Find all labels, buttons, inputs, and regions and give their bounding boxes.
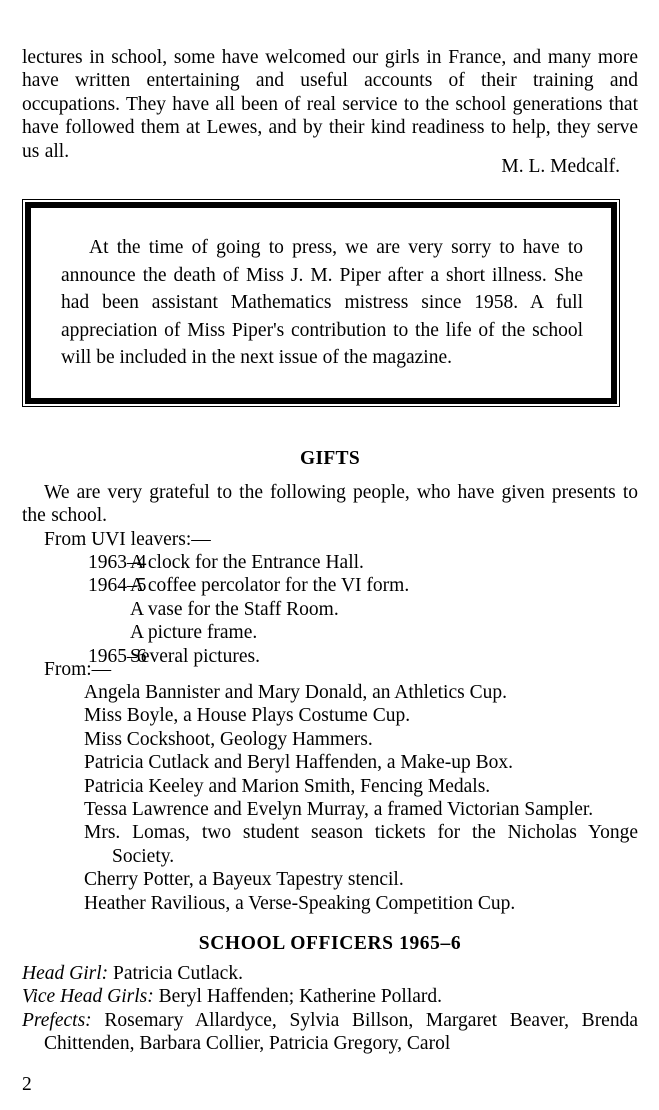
uvi-gift-year: 1965–6 [88,645,147,667]
donor-list-item: Patricia Keeley and Marion Smith, Fencing Medals. [84,775,491,797]
uvi-gift-row [22,574,638,597]
from-uvi-leavers-label: From UVI leavers:— [44,529,211,550]
uvi-gift-row [22,598,638,621]
officer-names: Patricia Cutlack. [113,963,243,984]
uvi-gift-row [22,551,638,574]
officer-entry [22,985,638,1008]
uvi-gift-row [22,645,638,668]
uvi-gift-item: A coffee percolator for the VI form. [130,575,410,597]
gifts-intro-text: We are very grateful to the following people, who have given presents to the school. [22,482,638,527]
donor-list-item: Tessa Lawrence and Evelyn Murray, a framed Victorian Sampler. [84,799,594,821]
uvi-gift-year: 1963–4 [88,552,147,573]
uvi-gift-item: A vase for the Staff Room. [130,598,339,620]
page-number: 2 [22,1074,32,1095]
officer-role-label: Vice Head Girls: [22,986,154,1008]
uvi-gift-year: 1964–5 [88,575,147,597]
article-byline: M. L. Medcalf. [501,156,620,177]
donor-list-item: Cherry Potter, a Bayeux Tapestry stencil. [84,869,404,891]
uvi-gift-item: A picture frame. [130,622,258,644]
opening-paragraph-block [22,46,638,163]
officer-role-label: Head Girl: [22,963,109,984]
donor-list-item: Miss Cockshoot, Geology Hammers. [84,728,373,750]
from-label: From:— [44,659,112,680]
donor-list [84,681,638,915]
gifts-section-heading: GIFTS [299,448,361,469]
officer-role-label: Prefects: [22,1009,92,1031]
announcement-box-inner [31,208,611,398]
gifts-intro-block [22,481,638,528]
school-officers-heading: SCHOOL OFFICERS 1965–6 [198,933,462,954]
donor-list-item: Heather Ravilious, a Verse-Speaking Competition Cup. [84,892,516,914]
donor-list-item: Mrs. Lomas, two student season tickets for the Nicholas Yonge Society. [84,822,638,867]
announcement-box-frame [25,202,617,404]
donor-list-item: Patricia Cutlack and Beryl Haffenden, a Make-up Box. [84,752,514,774]
opening-paragraph-text: lectures in school, some have welcomed our girls in France, and many more have written entertaining and useful accounts of their training and occupations. They have all been of real service to the school generations that have followed them at Lewes, and by their kind readiness to help, they serve us all. [22,47,638,162]
uvi-gift-item: Several pictures. [130,645,260,667]
officer-entry [22,1009,638,1056]
announcement-box [22,199,620,407]
officer-names: Rosemary Allardyce, Sylvia Billson, Margaret Beaver, Brenda Chittenden, Barbara Collier, Patricia Gregory, Carol [44,1009,638,1055]
announcement-text: At the time of going to press, we are very sorry to have to announce the death of Miss J. M. Piper after a short illness. She had been assistant Mathematics mistress since 1958. A full appreciation of Miss Piper's contribution to the life of the school will be included in the next issue of the magazine. [61,237,583,368]
donor-list-item: Angela Bannister and Mary Donald, an Athletics Cup. [84,682,507,703]
uvi-gift-list [22,551,638,668]
uvi-gift-row [22,621,638,644]
school-officers-list [22,962,638,1056]
uvi-gift-item: A clock for the Entrance Hall. [130,552,364,573]
donor-list-item: Miss Boyle, a House Plays Costume Cup. [84,705,411,727]
officer-names: Beryl Haffenden; Katherine Pollard. [158,986,443,1008]
officer-entry [22,962,638,985]
